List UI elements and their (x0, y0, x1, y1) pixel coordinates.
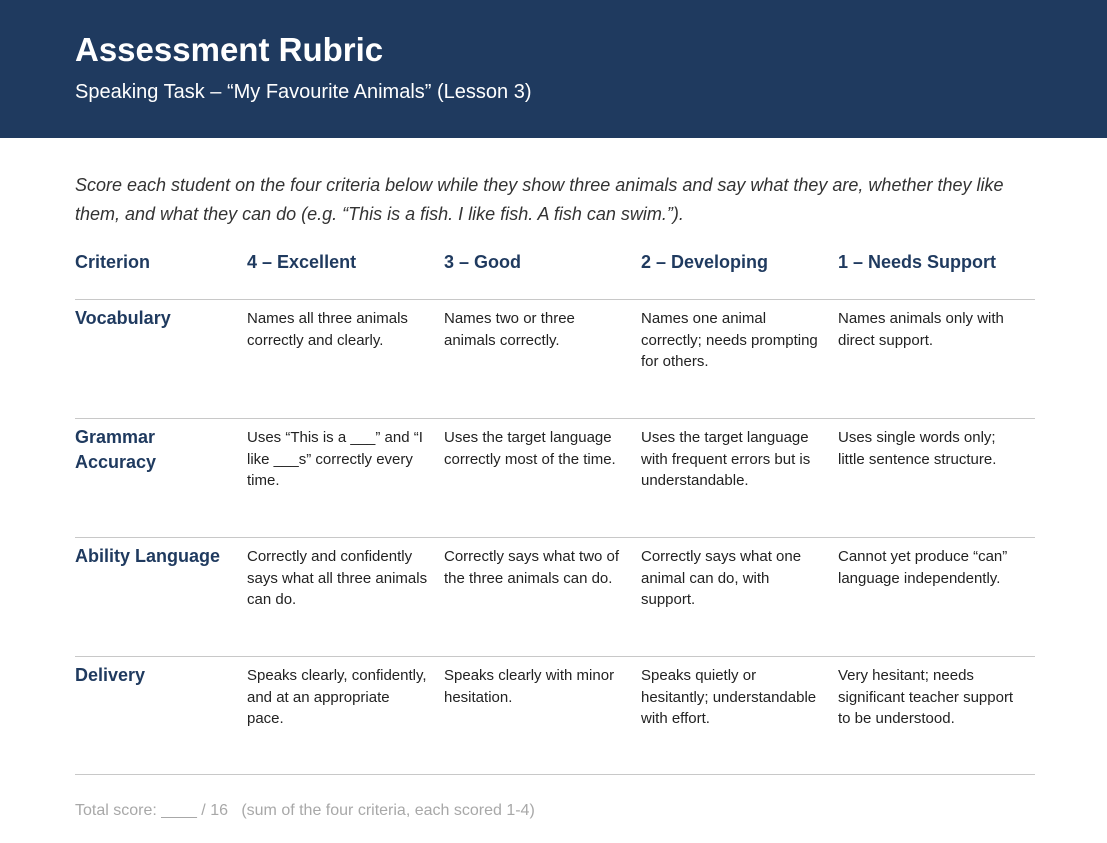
criterion-label: Vocabulary (75, 308, 171, 328)
page-subtitle: Speaking Task – “My Favourite Animals” (Lesson 3) (75, 81, 532, 103)
rubric-cell: Names two or three animals correctly. (444, 310, 575, 349)
rubric-cell: Speaks clearly, confidently, and at an appropriate pace. (247, 667, 427, 728)
column-header-excellent: 4 – Excellent (247, 252, 357, 272)
rubric-table (75, 246, 1035, 775)
total-score-line: Total score: ____ / 16 (sum of the four criteria, each scored 1-4) (75, 802, 535, 819)
instructions-text: Score each student on the four criteria below while they show three animals and say what they are, whether they like them, and what they can do (e.g. “This is a fish. I like fish. A fish can swim.”). (75, 175, 1004, 224)
column-header-criterion: Criterion (75, 252, 151, 272)
rubric-cell: Correctly says what one animal can do, with support. (641, 548, 802, 609)
rubric-cell: Cannot yet produce “can” language independently. (838, 548, 1008, 587)
rubric-row-ability-language (75, 538, 1035, 657)
rubric-cell: Uses the target language with frequent errors but is understandable. (641, 429, 811, 490)
header-banner (0, 0, 1107, 138)
criterion-label: Delivery (75, 665, 146, 685)
column-header-needs-support: 1 – Needs Support (838, 252, 997, 272)
rubric-row-vocabulary (75, 300, 1035, 419)
rubric-cell: Names one animal correctly; needs prompting for others. (641, 310, 818, 371)
column-header-developing: 2 – Developing (641, 252, 769, 272)
rubric-cell: Names all three animals correctly and clearly. (247, 310, 408, 349)
rubric-cell: Correctly and confidently says what all three animals can do. (247, 548, 428, 609)
rubric-row-grammar-accuracy (75, 419, 1035, 538)
rubric-cell: Speaks clearly with minor hesitation. (444, 667, 615, 706)
rubric-cell: Correctly says what two of the three animals can do. (444, 548, 620, 587)
rubric-cell: Uses the target language correctly most of the time. (444, 429, 616, 468)
page-title: Assessment Rubric (75, 31, 384, 68)
rubric-cell: Speaks quietly or hesitantly; understandable with effort. (641, 667, 817, 728)
criterion-label: Grammar Accuracy (75, 427, 157, 472)
column-header-good: 3 – Good (444, 252, 522, 272)
rubric-cell: Very hesitant; needs significant teacher support to be understood. (838, 667, 1014, 728)
rubric-cell: Uses single words only; little sentence structure. (838, 429, 997, 468)
rubric-cell: Names animals only with direct support. (838, 310, 1004, 349)
criterion-label: Ability Language (75, 546, 221, 566)
rubric-cell: Uses “This is a ___” and “I like ___s” correctly every time. (247, 429, 423, 490)
rubric-row-delivery (75, 657, 1035, 775)
rubric-header-row (75, 246, 1035, 300)
